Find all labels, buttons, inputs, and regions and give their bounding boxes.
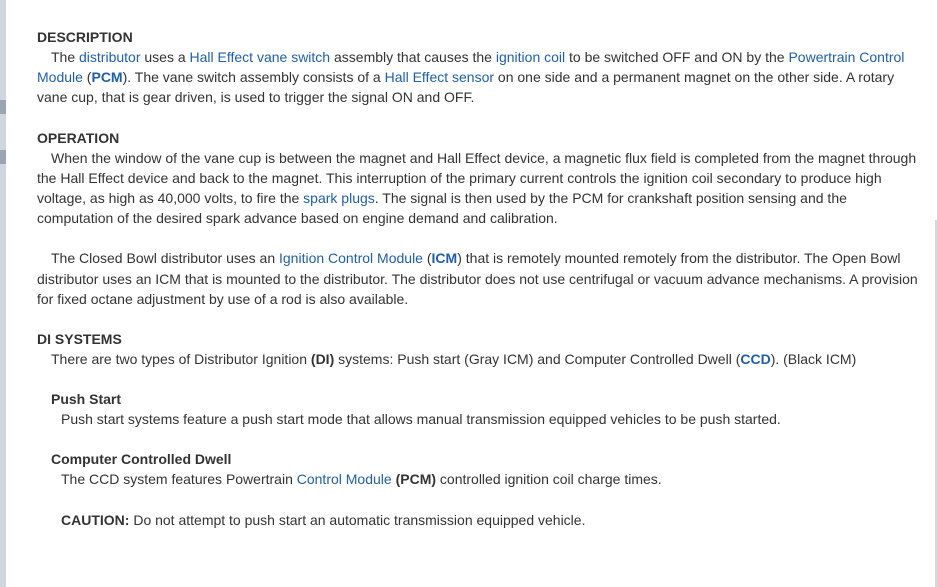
pcm-link[interactable]: PCM [91, 69, 123, 86]
text: systems: Push start (Gray ICM) and Computer Controlled Dwell ( [334, 351, 741, 368]
text: ( [422, 250, 432, 267]
spark-plugs-link[interactable]: spark plugs [303, 190, 375, 207]
operation-section [37, 128, 921, 309]
text: The [51, 49, 80, 65]
left-scrollbar-track[interactable] [0, 0, 6, 587]
powertrain-control-module-link[interactable]: Powertrain Control Module [37, 49, 905, 86]
text: The Closed Bowl distributor uses an [51, 250, 279, 267]
control-module-link[interactable]: Control Module [296, 471, 392, 488]
text: There are two types of Distributor Ignition [51, 351, 311, 368]
scroll-marker [0, 150, 6, 164]
bold-text: (PCM) [395, 471, 437, 488]
ignition-coil-link[interactable]: ignition coil [495, 49, 566, 65]
text: ). (Black ICM) [770, 351, 857, 368]
caution-label: CAUTION: [61, 511, 130, 528]
text: ( [82, 69, 92, 86]
ccd-paragraph [51, 469, 921, 489]
operation-heading: OPERATION [37, 129, 120, 146]
text: to be switched OFF and ON by the [565, 49, 789, 65]
ccd-heading: Computer Controlled Dwell [51, 451, 232, 468]
ccd-link[interactable]: CCD [740, 351, 771, 368]
document-content [37, 27, 921, 530]
text: on one side and a permanent magnet on the other side. A rotary vane cup, that is gear driven, is used to trigger the signal ON and OFF. [37, 69, 895, 106]
distributor-link[interactable]: distributor [79, 49, 141, 65]
push-start-heading: Push Start [51, 391, 122, 408]
caution-note [51, 510, 921, 530]
text: assembly that causes the [330, 49, 496, 65]
text: ). The vane switch assembly consists of a [122, 69, 385, 86]
di-systems-section [37, 329, 921, 530]
push-start-paragraph: Push start systems feature a push start mode that allows manual transmission equipped vehicles to be push started. [61, 411, 781, 428]
text: When the window of the vane cup is between the magnet and Hall Effect device, a magnetic flux field is completed from the magnet through the Hall Effect device and back to the magnet. This interruption of the primary current controls the ignition coil secondary to produce high voltage, as high as 40,000 volts, to fire the [37, 149, 917, 207]
caution-text: Do not attempt to push start an automatic transmission equipped vehicle. [129, 511, 586, 528]
text: uses a [140, 49, 190, 65]
hall-effect-sensor-link[interactable]: Hall Effect sensor [384, 69, 495, 86]
ignition-control-module-link[interactable]: Ignition Control Module [279, 250, 423, 267]
bold-text: (DI) [310, 351, 335, 368]
description-paragraph [37, 47, 921, 108]
text: The CCD system features Powertrain [61, 471, 297, 488]
di-systems-paragraph [37, 349, 921, 369]
icm-link[interactable]: ICM [431, 250, 458, 267]
scroll-marker [0, 100, 6, 114]
hall-effect-vane-switch-link[interactable]: Hall Effect vane switch [189, 49, 331, 65]
description-section [37, 27, 921, 108]
ccd-subsection [37, 449, 921, 529]
text: . The signal is then used by the PCM for crankshaft position sensing and the computation of the desired spark advance based on engine demand and calibration. [37, 190, 847, 227]
push-start-subsection [37, 389, 921, 429]
text: controlled ignition coil charge times. [436, 471, 662, 488]
operation-paragraph-2 [37, 248, 921, 309]
di-systems-heading: DI SYSTEMS [37, 331, 122, 348]
description-heading: DESCRIPTION [37, 29, 133, 45]
operation-paragraph [37, 148, 921, 229]
text: ) that is remotely mounted remotely from the distributor. The Open Bowl distributor uses an ICM that is mounted to the distributor. The distributor does not use centrifugal or vacuum advance mechanisms. A provision for fixed octane adjustment by use of a rod is also available. [37, 250, 918, 307]
